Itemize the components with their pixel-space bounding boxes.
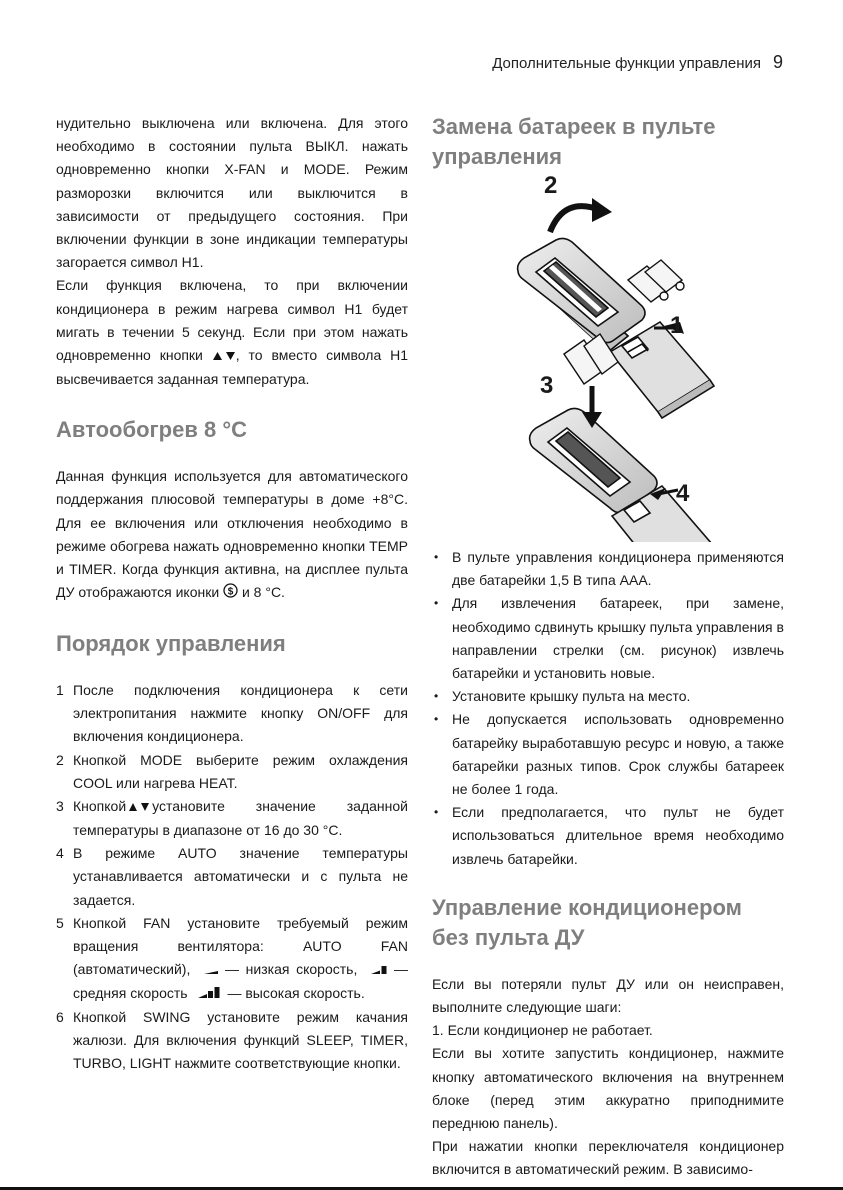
manual-paragraph: 1. Если кондиционер не работает. — [432, 1022, 653, 1039]
manual-paragraph: Если вы хотите запустить кондиционер, нажмите кнопку автоматического включения на внутреннем блоке (перед этим аккуратно приподнимите переднюю панель). — [432, 1045, 784, 1132]
list-item: • Если предполагается, что пульт не будет использоваться длительное время необходимо извлечь батарейки. — [432, 801, 784, 871]
svg-text:$: $ — [227, 586, 234, 598]
list-item: 4 В режиме AUTO значение температуры устанавливается автоматически и с пульта не задается. — [56, 845, 408, 908]
fan-low-icon — [203, 959, 219, 982]
remote-top — [518, 238, 645, 352]
heating-title: Автообогрев 8 °C — [56, 417, 248, 443]
manual-paragraph: При нажатии кнопки переключателя кондиционер включится в автоматический режим. В зависимо- — [432, 1138, 784, 1178]
manual-paragraph: Если вы потеряли пульт ДУ или он неисправен, выполните следующие шаги: — [432, 975, 784, 1016]
step-label-4: 4 — [676, 480, 690, 507]
list-item: • Установите крышку пульта на место. — [432, 685, 784, 708]
intro-paragraph-1: нудительно выключена или включена. Для этого необходимо в состоянии пульта ВЫКЛ. нажать одновременно кнопки X-FAN и MODE. Режим разморозки включится или выключится в зависимости от предыдущего состояния. При включении функции в зоне индикации температуры загорается символ H1. — [56, 115, 408, 271]
list-item: 3 Кнопкой установите значение заданной температуры в диапазоне от 16 до 30 °C. — [56, 795, 408, 842]
intro-paragraph-2: Если функция включена, то при включении кондиционера в режим нагрева символ H1 будет мигать в течении 5 секунд. Если при этом нажать одновременно кнопки , то вместо символа H1 высвечивается заданная температура. — [56, 277, 409, 387]
order-title: Порядок управления — [56, 631, 286, 657]
page-header — [492, 52, 783, 73]
8-heat-icon — [223, 582, 238, 605]
batteries-top — [628, 260, 684, 302]
left-column — [56, 112, 408, 1076]
list-item: • Не допускается использовать одновременно батарейку выработавшую ресурс и новую, а также батарейки разных типов. Срок службы батареек не более 1 года. — [432, 708, 784, 801]
fan-high-icon — [197, 983, 221, 1006]
step-label-1: 1 — [670, 312, 684, 339]
list-item: • В пульте управления кондиционера применяются две батарейки 1,5 В типа AAA. — [432, 546, 784, 592]
step-label-2: 2 — [544, 172, 558, 199]
order-list — [56, 679, 408, 1076]
battery-title: Замена батареек в пульте управления — [432, 114, 716, 169]
list-item: 1 После подключения кондиционера к сети электропитания нажмите кнопку ON/OFF для включения кондиционера. — [56, 682, 408, 745]
step-label-3: 3 — [540, 372, 554, 399]
up-down-arrows-icon — [212, 345, 236, 368]
fan-mid-icon — [370, 959, 388, 982]
page-number: 9 — [772, 52, 783, 72]
battery-bullet-list — [432, 546, 784, 871]
list-item: 5 Кнопкой FAN установите требуемый режим вращения вентилятора: AUTO FAN (автоматический), — низкая скорость, — средняя скорость — высокая скорость. — [56, 912, 408, 1006]
manual-control-title: Управление кондиционером без пульта ДУ — [432, 894, 742, 950]
right-column — [432, 112, 784, 1182]
up-down-arrows-icon — [128, 796, 150, 819]
heating-paragraph: Данная функция используется для автоматического поддержания плюсовой температуры в доме +8°C. Для ее включения или отключения необходимо в режиме обогрева нажать одновременно кнопки TEMP и TIMER. Когда функция активна, на дисплее пульта ДУ отображаются иконки $ и 8 °C. — [56, 465, 408, 605]
list-item: 6 Кнопкой SWING установите режим качания жалюзи. Для включения функций SLEEP, TIMER, TURBO, LIGHT нажмите соответствующие кнопки. — [56, 1008, 408, 1072]
list-item: • Для извлечения батареек, при замене, необходимо сдвинуть крышку пульта управления в направлении стрелки (см. рисунок) извлечь батарейки и установить новые. — [432, 592, 784, 685]
header-section-title: Дополнительные функции управления — [492, 55, 761, 72]
battery-replacement-illustration — [432, 172, 784, 542]
list-item: 2 Кнопкой MODE выберите режим охлаждения COOL или нагрева HEAT. — [56, 751, 408, 791]
